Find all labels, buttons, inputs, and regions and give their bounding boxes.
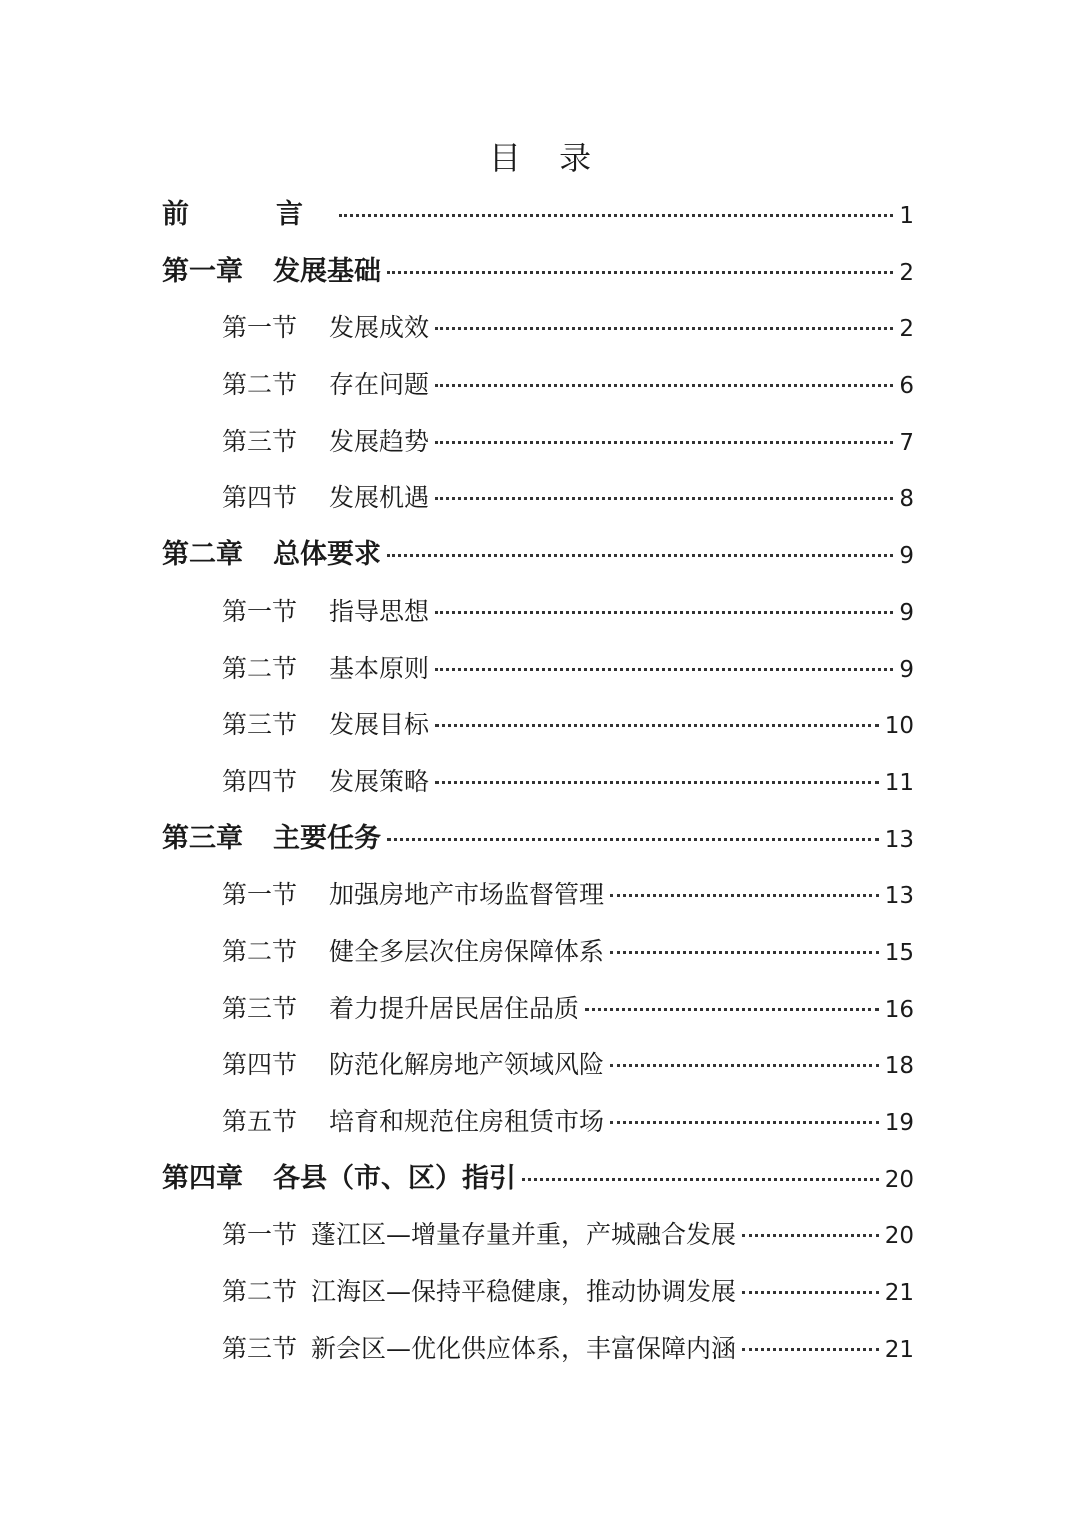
toc-dot-leader (610, 1121, 879, 1124)
toc-chapter-entry[interactable] (162, 244, 914, 301)
toc-entry-label (162, 1151, 516, 1207)
toc-entry-label (222, 1264, 736, 1320)
toc-entry-number: 第三节 (222, 993, 298, 1023)
toc-entry-label (162, 244, 381, 300)
toc-dot-leader (742, 1234, 879, 1237)
toc-entry-number: 第二节 (222, 370, 298, 400)
toc-entry-text: 发展机遇 (329, 483, 430, 513)
toc-page-number: 11 (884, 769, 914, 796)
toc-entry-label (162, 811, 381, 867)
toc-section-entry[interactable] (162, 1264, 914, 1321)
toc-entry-text: 蓬江区—增量存量并重，产城融合发展 (311, 1220, 737, 1250)
toc-dot-leader (435, 781, 879, 784)
toc-dot-leader (435, 497, 893, 500)
toc-entry-label (222, 1321, 736, 1377)
table-of-contents (162, 187, 914, 1377)
toc-entry-label (222, 584, 429, 640)
toc-section-entry[interactable] (162, 1094, 914, 1151)
toc-entry-text: 防范化解房地产领域风险 (329, 1050, 605, 1080)
toc-page-number: 2 (899, 259, 914, 286)
toc-section-entry[interactable] (162, 1037, 914, 1094)
toc-entry-text: 发展成效 (329, 313, 430, 343)
toc-chapter-entry[interactable] (162, 1151, 914, 1208)
toc-dot-leader (435, 384, 893, 387)
toc-page-number: 15 (884, 939, 914, 966)
toc-chapter-entry[interactable] (162, 187, 914, 244)
toc-entry-label (162, 187, 333, 243)
toc-page-number: 21 (884, 1280, 914, 1307)
toc-page-number: 7 (899, 429, 914, 456)
toc-entry-text: 新会区—优化供应体系，丰富保障内涵 (311, 1333, 737, 1363)
toc-entry-label (222, 1207, 736, 1263)
toc-page-number: 20 (884, 1223, 914, 1250)
toc-page-number: 6 (899, 373, 914, 400)
toc-section-entry[interactable] (162, 641, 914, 698)
toc-entry-number: 第一节 (222, 1220, 298, 1250)
toc-entry-text: 指导思想 (329, 596, 430, 626)
toc-dot-leader (435, 611, 893, 614)
toc-entry-text: 发展趋势 (329, 426, 430, 456)
toc-entry-text: 发展目标 (329, 710, 430, 740)
toc-entry-text: 存在问题 (329, 370, 430, 400)
toc-entry-text: 江海区—保持平稳健康，推动协调发展 (311, 1277, 737, 1307)
toc-page-number: 9 (899, 599, 914, 626)
toc-entry-number: 第一节 (222, 880, 298, 910)
toc-entry-label (162, 527, 381, 583)
toc-entry-number: 第四节 (222, 1050, 298, 1080)
toc-chapter-entry[interactable] (162, 527, 914, 584)
toc-section-entry[interactable] (162, 300, 914, 357)
toc-dot-leader (435, 327, 893, 330)
toc-dot-leader (435, 724, 879, 727)
toc-entry-number: 第三节 (222, 710, 298, 740)
toc-section-entry[interactable] (162, 981, 914, 1038)
toc-entry-text: 前 言 (162, 199, 333, 230)
toc-entry-number: 第四节 (222, 766, 298, 796)
toc-entry-label (222, 414, 429, 470)
toc-entry-label (222, 641, 429, 697)
toc-entry-number: 第三节 (222, 1333, 298, 1363)
toc-page-number: 21 (884, 1336, 914, 1363)
toc-entry-number: 第四章 (162, 1162, 243, 1194)
toc-entry-label (222, 1037, 604, 1093)
toc-entry-text: 着力提升居民居住品质 (329, 993, 580, 1023)
toc-entry-number: 第二节 (222, 936, 298, 966)
toc-entry-number: 第二节 (222, 653, 298, 683)
toc-section-entry[interactable] (162, 414, 914, 471)
toc-page-number: 10 (884, 713, 914, 740)
toc-dot-leader (742, 1291, 879, 1294)
toc-entry-label (222, 357, 429, 413)
toc-entry-number: 第五节 (222, 1107, 298, 1136)
toc-entry-label (222, 867, 604, 923)
toc-dot-leader (742, 1348, 879, 1351)
toc-entry-label (222, 470, 429, 526)
toc-entry-label (222, 697, 429, 753)
toc-entry-number: 第二节 (222, 1277, 298, 1307)
toc-section-entry[interactable] (162, 924, 914, 981)
toc-entry-number: 第三节 (222, 426, 298, 456)
toc-page-number: 1 (899, 203, 914, 229)
toc-dot-leader (387, 271, 893, 274)
toc-entry-label (222, 924, 604, 980)
toc-entry-label (222, 981, 579, 1037)
toc-entry-number: 第一节 (222, 313, 298, 343)
toc-section-entry[interactable] (162, 1321, 914, 1378)
toc-page-number: 9 (899, 656, 914, 683)
toc-section-entry[interactable] (162, 584, 914, 641)
toc-dot-leader (585, 1008, 879, 1011)
toc-dot-leader (610, 894, 879, 897)
toc-dot-leader (610, 951, 879, 954)
toc-entry-label (222, 754, 429, 810)
toc-entry-text: 基本原则 (329, 653, 430, 683)
toc-entry-text: 健全多层次住房保障体系 (329, 936, 605, 966)
toc-entry-text: 总体要求 (273, 539, 381, 571)
toc-entry-number: 第一章 (162, 255, 243, 287)
toc-dot-leader (387, 554, 893, 557)
toc-dot-leader (387, 838, 879, 841)
toc-dot-leader (339, 214, 893, 217)
toc-entry-number: 第三章 (162, 822, 243, 854)
toc-section-entry[interactable] (162, 470, 914, 527)
toc-dot-leader (435, 441, 893, 444)
toc-entry-label (222, 1094, 604, 1150)
toc-entry-text: 发展基础 (273, 255, 381, 287)
toc-section-entry[interactable] (162, 867, 914, 924)
toc-section-entry[interactable] (162, 1207, 914, 1264)
toc-dot-leader (522, 1178, 879, 1181)
toc-page-number: 9 (899, 543, 914, 570)
toc-page-number: 20 (884, 1166, 914, 1193)
toc-dot-leader (610, 1064, 879, 1067)
page-title: 目 录 (488, 139, 606, 177)
toc-entry-number: 第四节 (222, 483, 298, 513)
toc-entry-text: 主要任务 (273, 822, 381, 854)
toc-page-number: 13 (884, 826, 914, 853)
toc-page-number: 19 (884, 1110, 914, 1136)
toc-dot-leader (435, 668, 893, 671)
toc-entry-number: 第一节 (222, 596, 298, 626)
toc-entry-text: 发展策略 (329, 766, 430, 796)
toc-entry-label (222, 300, 429, 356)
toc-section-entry[interactable] (162, 754, 914, 811)
toc-section-entry[interactable] (162, 357, 914, 414)
toc-page-number: 13 (884, 883, 914, 910)
toc-page-number: 18 (884, 1053, 914, 1080)
toc-page-number: 16 (884, 996, 914, 1023)
toc-page-number: 2 (899, 316, 914, 343)
toc-entry-number: 第二章 (162, 539, 243, 571)
toc-entry-text: 加强房地产市场监督管理 (329, 880, 605, 910)
toc-page-number: 8 (899, 486, 914, 513)
toc-entry-text: 培育和规范住房租赁市场 (329, 1107, 605, 1136)
toc-entry-text: 各县（市、区）指引 (273, 1162, 516, 1194)
toc-chapter-entry[interactable] (162, 811, 914, 868)
toc-section-entry[interactable] (162, 697, 914, 754)
